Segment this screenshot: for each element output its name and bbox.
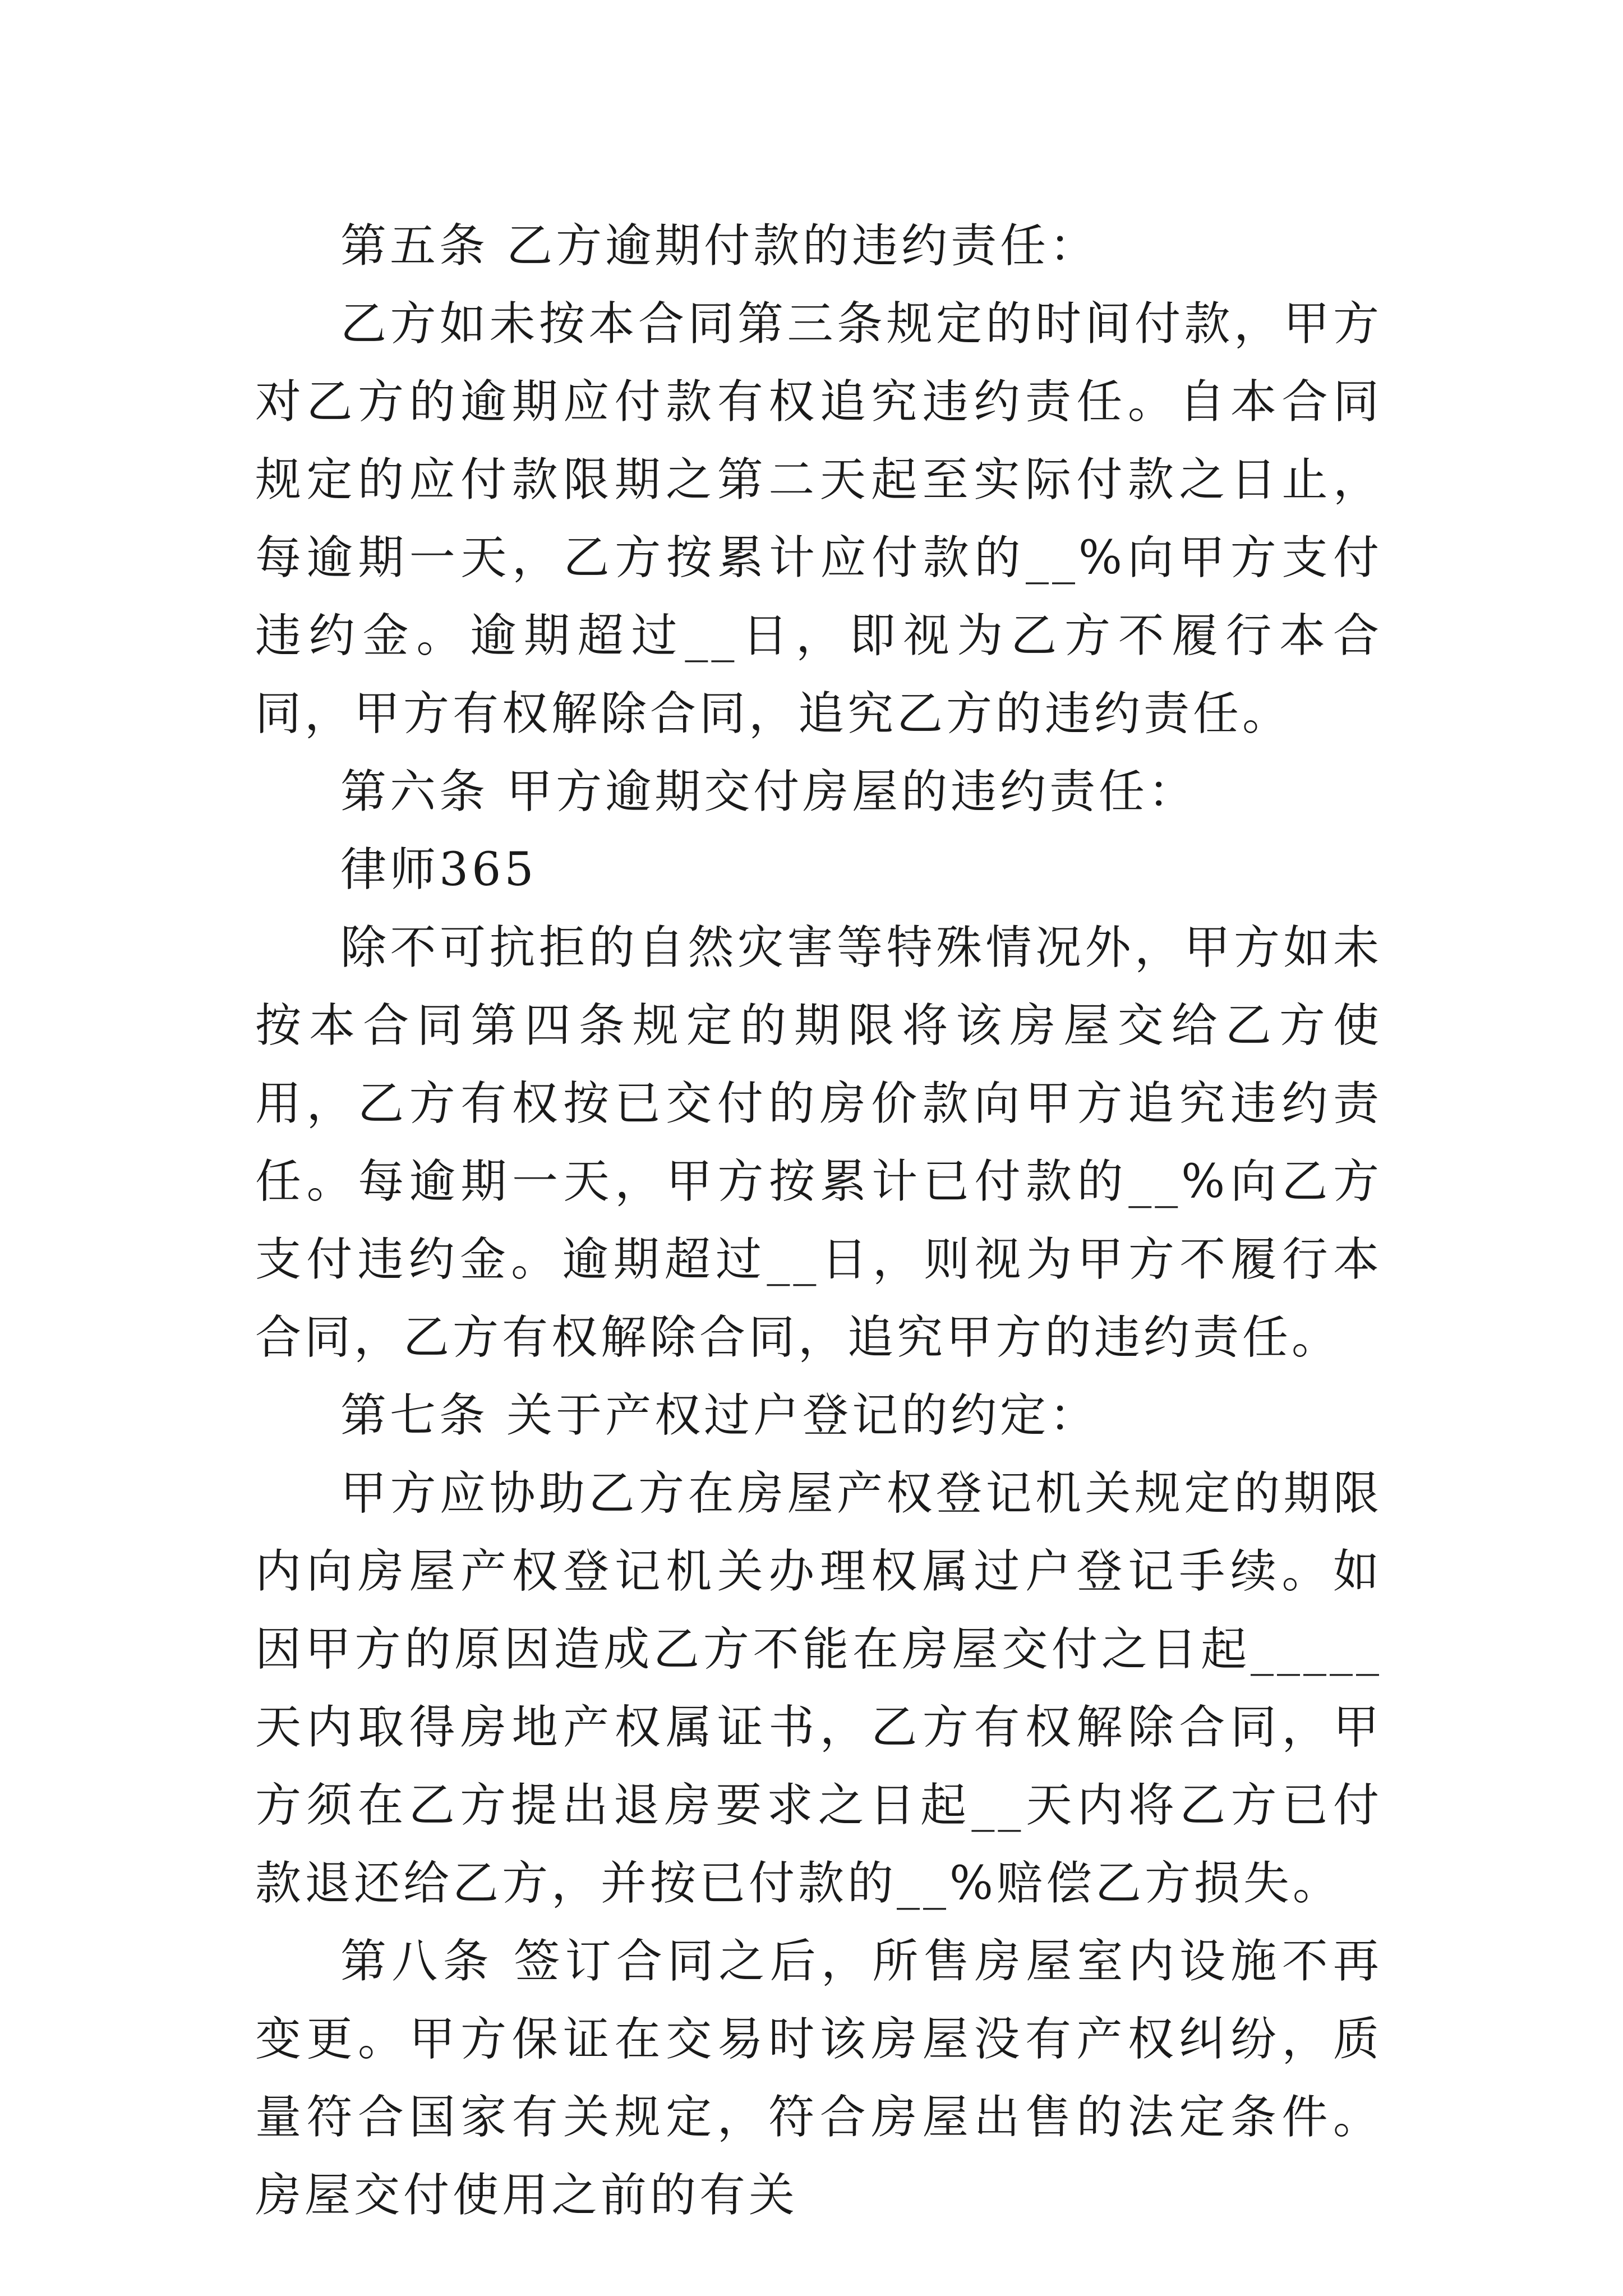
article-5-heading: 第五条 乙方逾期付款的违约责任： [340, 219, 1099, 273]
watermark-line: 律师365 [340, 843, 537, 896]
article-6-heading: 第六条 甲方逾期交付房屋的违约责任： [340, 765, 1198, 818]
article-6-body: 除不可抗拒的自然灾害等特殊情况外，甲方如未按本合同第四条规定的期限将该房屋交给乙方使用，乙方有权按已交付的房价款向甲方追究违约责任。每逾期一天，甲方按累计已付款的__%向乙方支付违约金。逾期超过__日，则视为甲方不履行本合同，乙方有权解除合同，追究甲方的违约责任。 [255, 921, 1382, 1364]
article-7-body: 甲方应协助乙方在房屋产权登记机关规定的期限内向房屋产权登记机关办理权属过户登记手续。如因甲方的原因造成乙方不能在房屋交付之日起_____天内取得房地产权属证书，乙方有权解除合同，甲方须在乙方提出退房要求之日起__天内将乙方已付款退还给乙方，并按已付款的__%赔偿乙方损失。 [255, 1467, 1382, 1910]
article-5-body: 乙方如未按本合同第三条规定的时间付款，甲方对乙方的逾期应付款有权追究违约责任。自本合同规定的应付款限期之第二天起至实际付款之日止，每逾期一天，乙方按累计应付款的__%向甲方支付违约金。逾期超过__日，即视为乙方不履行本合同，甲方有权解除合同，追究乙方的违约责任。 [255, 297, 1382, 740]
article-8-body: 第八条 签订合同之后，所售房屋室内设施不再变更。甲方保证在交易时该房屋没有产权纠纷，质量符合国家有关规定，符合房屋出售的法定条件。房屋交付使用之前的有关 [255, 1935, 1382, 2222]
article-7-heading: 第七条 关于产权过户登记的约定： [340, 1389, 1099, 1442]
contract-body [255, 207, 1382, 2234]
